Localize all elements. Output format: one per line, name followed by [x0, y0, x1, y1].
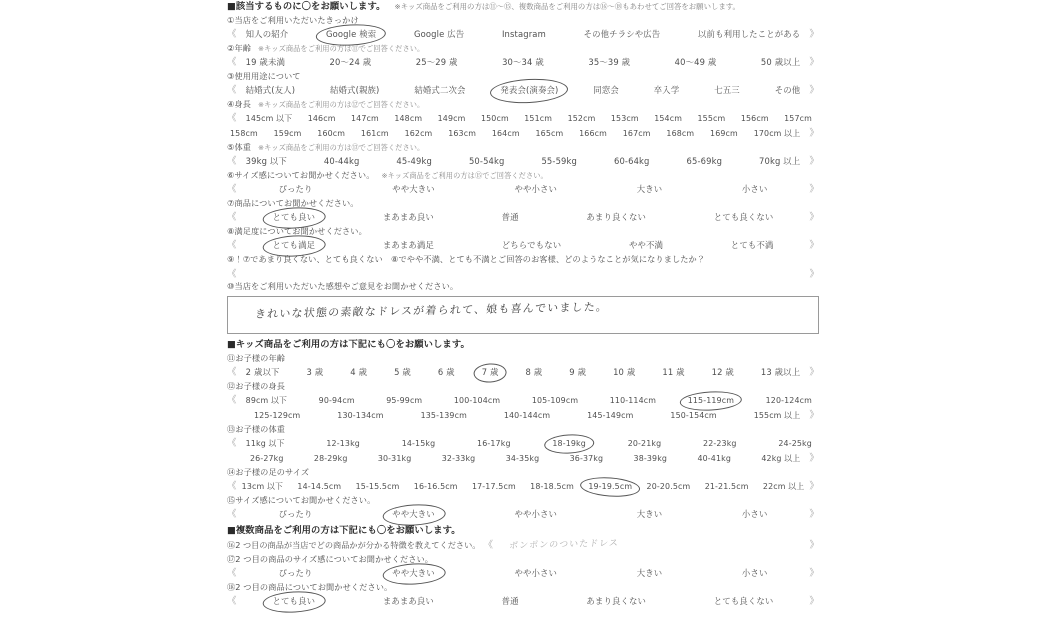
option-q15-2[interactable]: やや小さい — [514, 509, 558, 519]
question-label-q8 — [227, 225, 819, 238]
option-q15-0[interactable]: ぴったり — [278, 509, 313, 519]
bracket-right-q1: 》 — [809, 29, 819, 40]
q3-label: ③使用用途について — [227, 71, 301, 81]
option-q14-7[interactable]: 20-20.5cm — [646, 482, 691, 491]
option-q13-12[interactable]: 34-35kg — [505, 454, 540, 463]
option-q4-13[interactable]: 158cm — [230, 129, 258, 138]
option-q13-5[interactable]: 20-21kg — [627, 439, 662, 448]
section-heading-multi — [227, 524, 819, 538]
option-q3-1[interactable]: 結婚式(親族) — [330, 85, 380, 95]
bracket-right-q16: 》 — [809, 540, 819, 551]
option-q4-7[interactable]: 152cm — [567, 114, 596, 123]
bracket-left-q4: 《 — [227, 113, 237, 124]
q2-label: ②年齢 — [227, 43, 252, 53]
question-label-q12 — [227, 380, 819, 393]
option-q7-4[interactable]: とても良くない — [713, 212, 774, 222]
option-q11-2[interactable]: 4 歳 — [350, 367, 368, 377]
option-q4-10[interactable]: 155cm — [697, 114, 726, 123]
question-options-q2 — [227, 55, 819, 70]
option-q5-4[interactable]: 55-59kg — [541, 156, 578, 166]
option-q5-1[interactable]: 40-44kg — [323, 156, 360, 166]
bracket-left-q8: 《 — [227, 240, 237, 251]
q8-label: ⑧満足度についてお聞かせください。 — [227, 226, 367, 236]
option-q4-25[interactable]: 170cm 以上 — [753, 129, 801, 138]
option-q15-3[interactable]: 大きい — [636, 509, 663, 519]
question-options-q4-row1 — [227, 111, 819, 126]
question-label-q4 — [227, 98, 819, 111]
option-q8-2[interactable]: どちらでもない — [501, 240, 562, 250]
option-q3-6[interactable]: 七五三 — [714, 85, 740, 95]
option-q2-0[interactable]: 19 歳未満 — [245, 57, 286, 67]
question-label-q5 — [227, 141, 819, 154]
free-comment-box[interactable] — [227, 296, 819, 334]
option-q13-0[interactable]: 11kg 以下 — [245, 439, 285, 448]
question-options-q17 — [227, 566, 819, 581]
bracket-right-q8: 》 — [809, 240, 819, 251]
question-options-q12-row2 — [227, 408, 819, 423]
question-options-q8 — [227, 238, 819, 253]
option-q12-7[interactable]: 120-124cm — [765, 396, 812, 405]
option-q13-13[interactable]: 36-37kg — [569, 454, 604, 463]
option-q17-0[interactable]: ぴったり — [278, 568, 313, 578]
option-q11-10[interactable]: 12 歳 — [711, 367, 734, 377]
option-q8-4[interactable]: とても不満 — [730, 240, 774, 250]
q11-label: ⑪お子様の年齢 — [227, 353, 286, 363]
option-q14-6[interactable]: 19-19.5cm — [587, 479, 633, 494]
option-q2-1[interactable]: 20～24 歳 — [329, 57, 372, 67]
option-q14-0[interactable]: 13cm 以下 — [241, 482, 284, 491]
option-q4-9[interactable]: 154cm — [654, 114, 683, 123]
option-q17-3[interactable]: 大きい — [636, 568, 663, 578]
option-q17-4[interactable]: 小さい — [741, 568, 768, 578]
q1-label: ①当店をご利用いただいたきっかけ — [227, 15, 359, 25]
option-q12-2[interactable]: 95-99cm — [386, 396, 423, 405]
section-heading-main-note: ※キッズ商品をご利用の方は⑪～⑮、複数商品をご利用の方は⑯～⑱もあわせてご回答をお願いします。 — [394, 2, 740, 11]
option-q12-0[interactable]: 89cm 以下 — [245, 396, 288, 405]
option-q7-0[interactable]: とても良い — [272, 210, 317, 225]
bracket-left-q12: 《 — [227, 395, 237, 406]
bracket-right-q9: 》 — [809, 269, 819, 280]
bracket-left-q9: 《 — [227, 269, 237, 280]
bracket-left-q13: 《 — [227, 438, 237, 449]
bracket-left-q6: 《 — [227, 184, 237, 195]
option-q4-18[interactable]: 163cm — [448, 129, 477, 138]
option-q4-3[interactable]: 148cm — [394, 114, 423, 123]
bracket-left-q7: 《 — [227, 212, 237, 223]
option-q14-4[interactable]: 17-17.5cm — [471, 482, 516, 491]
option-q11-5[interactable]: 7 歳 — [481, 365, 500, 380]
option-q4-11[interactable]: 156cm — [740, 114, 769, 123]
option-q2-6[interactable]: 50 歳以上 — [760, 57, 801, 67]
option-q4-0[interactable]: 145cm 以下 — [245, 114, 293, 123]
option-q4-21[interactable]: 166cm — [579, 129, 607, 138]
option-q11-3[interactable]: 5 歳 — [394, 367, 411, 377]
question-options-q15 — [227, 507, 819, 522]
q10-label: ⑩当店をご利用いただいた感想やご意見をお聞かせください。 — [227, 281, 459, 291]
option-q12-12[interactable]: 145-149cm — [587, 411, 634, 420]
q5-note: ※キッズ商品をご利用の方は⑬でご回答ください。 — [258, 143, 425, 152]
q7-label: ⑦商品についてお聞かせください。 — [227, 198, 359, 208]
option-q3-3[interactable]: 発表会(演奏会) — [499, 83, 559, 98]
option-q5-5[interactable]: 60-64kg — [613, 156, 650, 166]
option-q2-3[interactable]: 30～34 歳 — [502, 57, 544, 67]
bracket-right-q5: 》 — [809, 156, 819, 167]
option-q12-11[interactable]: 140-144cm — [503, 411, 551, 420]
option-q11-9[interactable]: 11 歳 — [662, 367, 685, 377]
option-q12-14[interactable]: 155cm 以上 — [753, 411, 801, 420]
bracket-right-q18: 》 — [809, 596, 819, 607]
question-options-q7 — [227, 210, 819, 225]
q16-answer-handwriting[interactable]: ポンポンのついたドレス — [508, 538, 620, 552]
option-q4-4[interactable]: 149cm — [437, 114, 466, 123]
question-label-q13 — [227, 423, 819, 436]
option-q5-2[interactable]: 45-49kg — [396, 156, 432, 166]
option-q11-1[interactable]: 3 歳 — [306, 367, 324, 377]
option-q1-4[interactable]: その他チラシや広告 — [583, 29, 661, 39]
question-label-q17 — [227, 553, 819, 566]
option-q13-3[interactable]: 16-17kg — [477, 439, 511, 448]
option-q13-2[interactable]: 14-15kg — [401, 439, 436, 448]
question-options-q13-row1 — [227, 436, 819, 451]
free-comment-handwriting: きれいな状態の素敵なドレスが着られて、娘も喜んでいました。 — [254, 300, 609, 321]
question-label-q6 — [227, 169, 819, 182]
question-options-q5 — [227, 154, 819, 169]
bracket-left-q5: 《 — [227, 156, 237, 167]
question-options-q14 — [227, 479, 819, 494]
q15-label: ⑮サイズ感についてお聞かせください。 — [227, 495, 376, 505]
bracket-left-q3: 《 — [227, 85, 237, 96]
option-q13-4[interactable]: 18-19kg — [551, 436, 587, 451]
section-heading-multi-text: ■複数商品をご利用の方は下記にも〇をお願いします。 — [227, 525, 461, 536]
question-answer-q9[interactable] — [227, 266, 819, 280]
option-q3-5[interactable]: 卒入学 — [653, 85, 680, 95]
option-q2-2[interactable]: 25～29 歳 — [415, 57, 458, 67]
option-q4-12[interactable]: 157cm — [784, 114, 812, 123]
q12-label: ⑫お子様の身長 — [227, 381, 286, 391]
question-options-q4-row2 — [227, 126, 819, 141]
q4-note: ※キッズ商品をご利用の方は⑫でご回答ください。 — [258, 100, 425, 109]
option-q11-11[interactable]: 13 歳以上 — [760, 367, 801, 377]
option-q14-3[interactable]: 16-16.5cm — [413, 482, 458, 491]
option-q5-7[interactable]: 70kg 以上 — [759, 156, 801, 166]
question-options-q6 — [227, 182, 819, 197]
q5-label: ⑤体重 — [227, 142, 252, 152]
option-q6-3[interactable]: 大きい — [636, 184, 663, 194]
option-q13-16[interactable]: 42kg 以上 — [761, 454, 801, 463]
option-q18-3[interactable]: あまり良くない — [586, 596, 647, 606]
option-q8-1[interactable]: まあまあ満足 — [382, 240, 434, 250]
option-q13-15[interactable]: 40-41kg — [697, 454, 732, 463]
option-q4-14[interactable]: 159cm — [273, 129, 302, 138]
q14-label: ⑭お子様の足のサイズ — [227, 467, 310, 477]
q17-label: ⑰2 つ目の商品のサイズ感についてお聞かせください。 — [227, 554, 434, 564]
option-q4-20[interactable]: 165cm — [535, 129, 564, 138]
option-q6-1[interactable]: やや大きい — [392, 184, 435, 194]
section-heading-main-text: ■該当するものに〇をお願いします。 — [227, 1, 386, 12]
bracket-right-q3: 》 — [809, 85, 819, 96]
bracket-left-q11: 《 — [227, 367, 237, 378]
option-q1-0[interactable]: 知人の紹介 — [245, 29, 289, 39]
bracket-left-q14: 《 — [227, 481, 237, 492]
option-q17-2[interactable]: やや小さい — [514, 568, 558, 578]
option-q11-7[interactable]: 9 歳 — [569, 367, 587, 377]
option-q13-7[interactable]: 24-25kg — [778, 439, 812, 448]
question-label-q7 — [227, 197, 819, 210]
bracket-right-q7: 》 — [809, 212, 819, 223]
section-heading-kids-text: ■キッズ商品をご利用の方は下記にも〇をお願いします。 — [227, 339, 470, 350]
option-q13-14[interactable]: 38-39kg — [633, 454, 668, 463]
option-q1-1[interactable]: Google 検索 — [325, 27, 377, 42]
q18-label: ⑱2 つ目の商品についてお聞かせください。 — [227, 582, 393, 592]
option-q18-0[interactable]: とても良い — [272, 594, 317, 609]
question-label-q10 — [227, 280, 819, 293]
option-q12-8[interactable]: 125-129cm — [254, 411, 301, 420]
bracket-right-q12: 》 — [809, 410, 819, 421]
bracket-right-q6: 》 — [809, 184, 819, 195]
section-heading-kids — [227, 338, 819, 352]
option-q3-7[interactable]: その他 — [774, 85, 801, 95]
option-q18-4[interactable]: とても良くない — [713, 596, 774, 606]
option-q1-5[interactable]: 以前も利用したことがある — [698, 29, 801, 39]
option-q14-8[interactable]: 21-21.5cm — [704, 482, 749, 491]
question-label-q18 — [227, 581, 819, 594]
option-q4-17[interactable]: 162cm — [404, 129, 433, 138]
option-q6-4[interactable]: 小さい — [741, 184, 768, 194]
bracket-right-q15: 》 — [809, 509, 819, 520]
option-q13-9[interactable]: 28-29kg — [313, 454, 348, 463]
option-q4-15[interactable]: 160cm — [317, 129, 346, 138]
option-q11-4[interactable]: 6 歳 — [437, 367, 455, 377]
option-q12-10[interactable]: 135-139cm — [420, 411, 467, 420]
q4-label: ④身長 — [227, 99, 252, 109]
bracket-left-q16: 《 — [483, 540, 493, 551]
q16-label: ⑯2 つ目の商品が当店でどの商品かが分かる特徴を教えてください。 — [227, 540, 481, 550]
bracket-left-q2: 《 — [227, 57, 237, 68]
option-q3-0[interactable]: 結婚式(友人) — [245, 85, 296, 95]
option-q13-6[interactable]: 22-23kg — [703, 439, 737, 448]
option-q17-1[interactable]: やや大きい — [391, 566, 436, 581]
option-q4-1[interactable]: 146cm — [307, 114, 336, 123]
question-label-q11 — [227, 352, 819, 365]
option-q5-6[interactable]: 65-69kg — [686, 156, 723, 166]
option-q4-22[interactable]: 167cm — [622, 129, 651, 138]
option-q13-1[interactable]: 12-13kg — [326, 439, 360, 448]
option-q12-3[interactable]: 100-104cm — [453, 396, 501, 405]
bracket-right-q11: 》 — [809, 367, 819, 378]
option-q6-2[interactable]: やや小さい — [514, 184, 558, 194]
option-q13-11[interactable]: 32-33kg — [441, 454, 476, 463]
option-q12-1[interactable]: 90-94cm — [318, 396, 355, 405]
option-q4-2[interactable]: 147cm — [351, 114, 379, 123]
option-q11-8[interactable]: 10 歳 — [613, 367, 636, 377]
bracket-left-q17: 《 — [227, 568, 237, 579]
option-q7-3[interactable]: あまり良くない — [586, 212, 647, 222]
option-q15-1[interactable]: やや大きい — [391, 507, 436, 522]
option-q7-2[interactable]: 普通 — [501, 212, 519, 222]
option-q15-4[interactable]: 小さい — [741, 509, 768, 519]
option-q7-1[interactable]: まあまあ良い — [382, 212, 434, 222]
q6-label: ⑥サイズ感についてお聞かせください。 — [227, 170, 375, 180]
option-q5-3[interactable]: 50-54kg — [468, 156, 505, 166]
option-q12-6[interactable]: 115-119cm — [687, 393, 735, 408]
question-label-q14 — [227, 466, 819, 479]
bracket-left-q1: 《 — [227, 29, 237, 40]
option-q18-1[interactable]: まあまあ良い — [382, 596, 434, 606]
bracket-right-q2: 》 — [809, 57, 819, 68]
option-q8-0[interactable]: とても満足 — [272, 238, 317, 253]
option-q4-23[interactable]: 168cm — [666, 129, 695, 138]
option-q1-3[interactable]: Instagram — [501, 29, 546, 39]
option-q14-9[interactable]: 22cm 以上 — [762, 482, 805, 491]
q6-note: ※キッズ商品をご利用の方は⑮でご回答ください。 — [381, 171, 548, 180]
option-q4-19[interactable]: 164cm — [491, 129, 520, 138]
question-options-q3 — [227, 83, 819, 98]
question-options-q18 — [227, 594, 819, 609]
option-q12-9[interactable]: 130-134cm — [337, 411, 384, 420]
section-heading-main — [227, 0, 819, 14]
option-q5-0[interactable]: 39kg 以下 — [245, 156, 287, 166]
question-options-q1 — [227, 27, 819, 42]
q13-label: ⑬お子様の体重 — [227, 424, 286, 434]
option-q18-2[interactable]: 普通 — [501, 596, 519, 606]
option-q4-24[interactable]: 169cm — [710, 129, 738, 138]
bracket-right-q17: 》 — [809, 568, 819, 579]
option-q3-4[interactable]: 同窓会 — [593, 85, 619, 95]
option-q4-6[interactable]: 151cm — [524, 114, 553, 123]
option-q6-0[interactable]: ぴったり — [278, 184, 313, 194]
question-label-q2 — [227, 42, 819, 55]
question-label-q3 — [227, 70, 819, 83]
option-q14-5[interactable]: 18-18.5cm — [530, 482, 574, 491]
option-q11-6[interactable]: 8 歳 — [525, 367, 543, 377]
option-q14-2[interactable]: 15-15.5cm — [355, 482, 400, 491]
option-q4-5[interactable]: 150cm — [480, 114, 509, 123]
option-q8-3[interactable]: やや不満 — [628, 240, 664, 250]
bracket-right-q4: 》 — [809, 128, 819, 139]
option-q2-5[interactable]: 40～49 歳 — [674, 57, 717, 67]
question-label-q15 — [227, 494, 819, 507]
option-q3-2[interactable]: 結婚式二次会 — [414, 85, 466, 95]
bracket-right-q14: 》 — [809, 481, 819, 492]
q2-note: ※キッズ商品をご利用の方は⑪でご回答ください。 — [258, 44, 425, 53]
question-options-q13-row2 — [227, 451, 819, 466]
bracket-right-q13: 》 — [809, 453, 819, 464]
question-label-q1 — [227, 14, 819, 27]
option-q13-10[interactable]: 30-31kg — [377, 454, 412, 463]
bracket-left-q18: 《 — [227, 596, 237, 607]
option-q4-16[interactable]: 161cm — [360, 129, 389, 138]
option-q12-5[interactable]: 110-114cm — [609, 396, 657, 405]
option-q11-0[interactable]: 2 歳以下 — [245, 367, 280, 377]
option-q2-4[interactable]: 35～39 歳 — [588, 57, 631, 67]
question-row-q16 — [227, 538, 819, 553]
question-options-q11 — [227, 365, 819, 380]
option-q12-13[interactable]: 150-154cm — [670, 411, 717, 420]
question-label-q9 — [227, 253, 819, 266]
option-q1-2[interactable]: Google 広告 — [413, 29, 465, 39]
survey-sheet — [227, 0, 819, 609]
q9-label: ⑨！⑦であまり良くない、とても良くない ⑧でやや不満、とても不満とご回答のお客様、どのようなことが気になりましたか？ — [227, 254, 706, 264]
bracket-left-q15: 《 — [227, 509, 237, 520]
option-q14-1[interactable]: 14-14.5cm — [297, 482, 342, 491]
option-q4-8[interactable]: 153cm — [610, 114, 639, 123]
option-q12-4[interactable]: 105-109cm — [531, 396, 579, 405]
option-q13-8[interactable]: 26-27kg — [250, 454, 284, 463]
question-options-q12-row1 — [227, 393, 819, 408]
